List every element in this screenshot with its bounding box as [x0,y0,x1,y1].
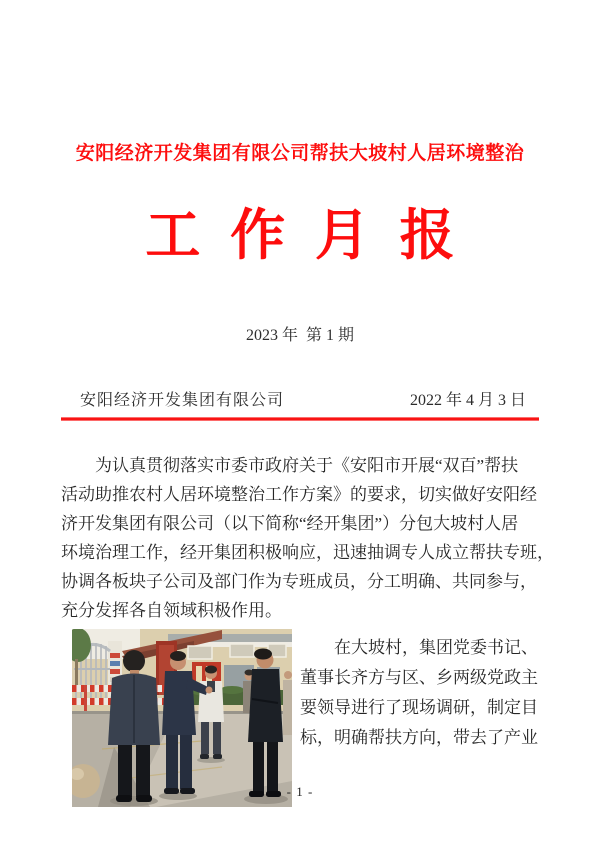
body-text-column [300,627,538,753]
red-divider-rule [61,417,539,421]
field-visit-photo [72,629,292,807]
info-row [61,390,539,411]
body-text-line: 协调各板块子公司及部门作为专班成员，分工明确、共同参与， [61,572,537,591]
body-text-line: 标，明确帮扶方向，带去了产业 [300,728,538,747]
body-text-line: 在大坡村，集团党委书记、 [334,638,538,657]
photo-and-text-row [61,627,539,807]
body-text-line: 活动助推农村人居环境整治工作方案》的要求，切实做好安阳经 [61,485,537,504]
body-text-line: 环境治理工作，经开集团积极响应，迅速抽调专人成立帮扶专班， [61,543,554,562]
body-text-line: 董事长齐方与区、乡两级党政主 [300,668,538,687]
body-text [61,451,554,807]
issue-date: 2022 年 4 月 3 日 [409,392,526,409]
body-text-line: 要领导进行了现场调研，制定目 [300,698,538,717]
org-name: 安阳经济开发集团有限公司 [80,392,285,409]
issue-line: 2023 年 第 1 期 [245,327,354,344]
page-number: - 1 - [286,784,314,799]
masthead-title: 工 作 月 报 [145,205,455,266]
body-text-line: 为认真贯彻落实市委市政府关于《安阳市开展“双百”帮扶 [95,456,519,475]
body-text-line: 济开发集团有限公司（以下简称“经开集团”）分包大坡村人居 [61,514,519,533]
body-text-line: 充分发挥各自领域积极作用。 [61,601,282,620]
field-visit-photo-illustration [72,629,292,807]
document-title: 安阳经济开发集团有限公司帮扶大坡村人居环境整治 [75,143,525,164]
